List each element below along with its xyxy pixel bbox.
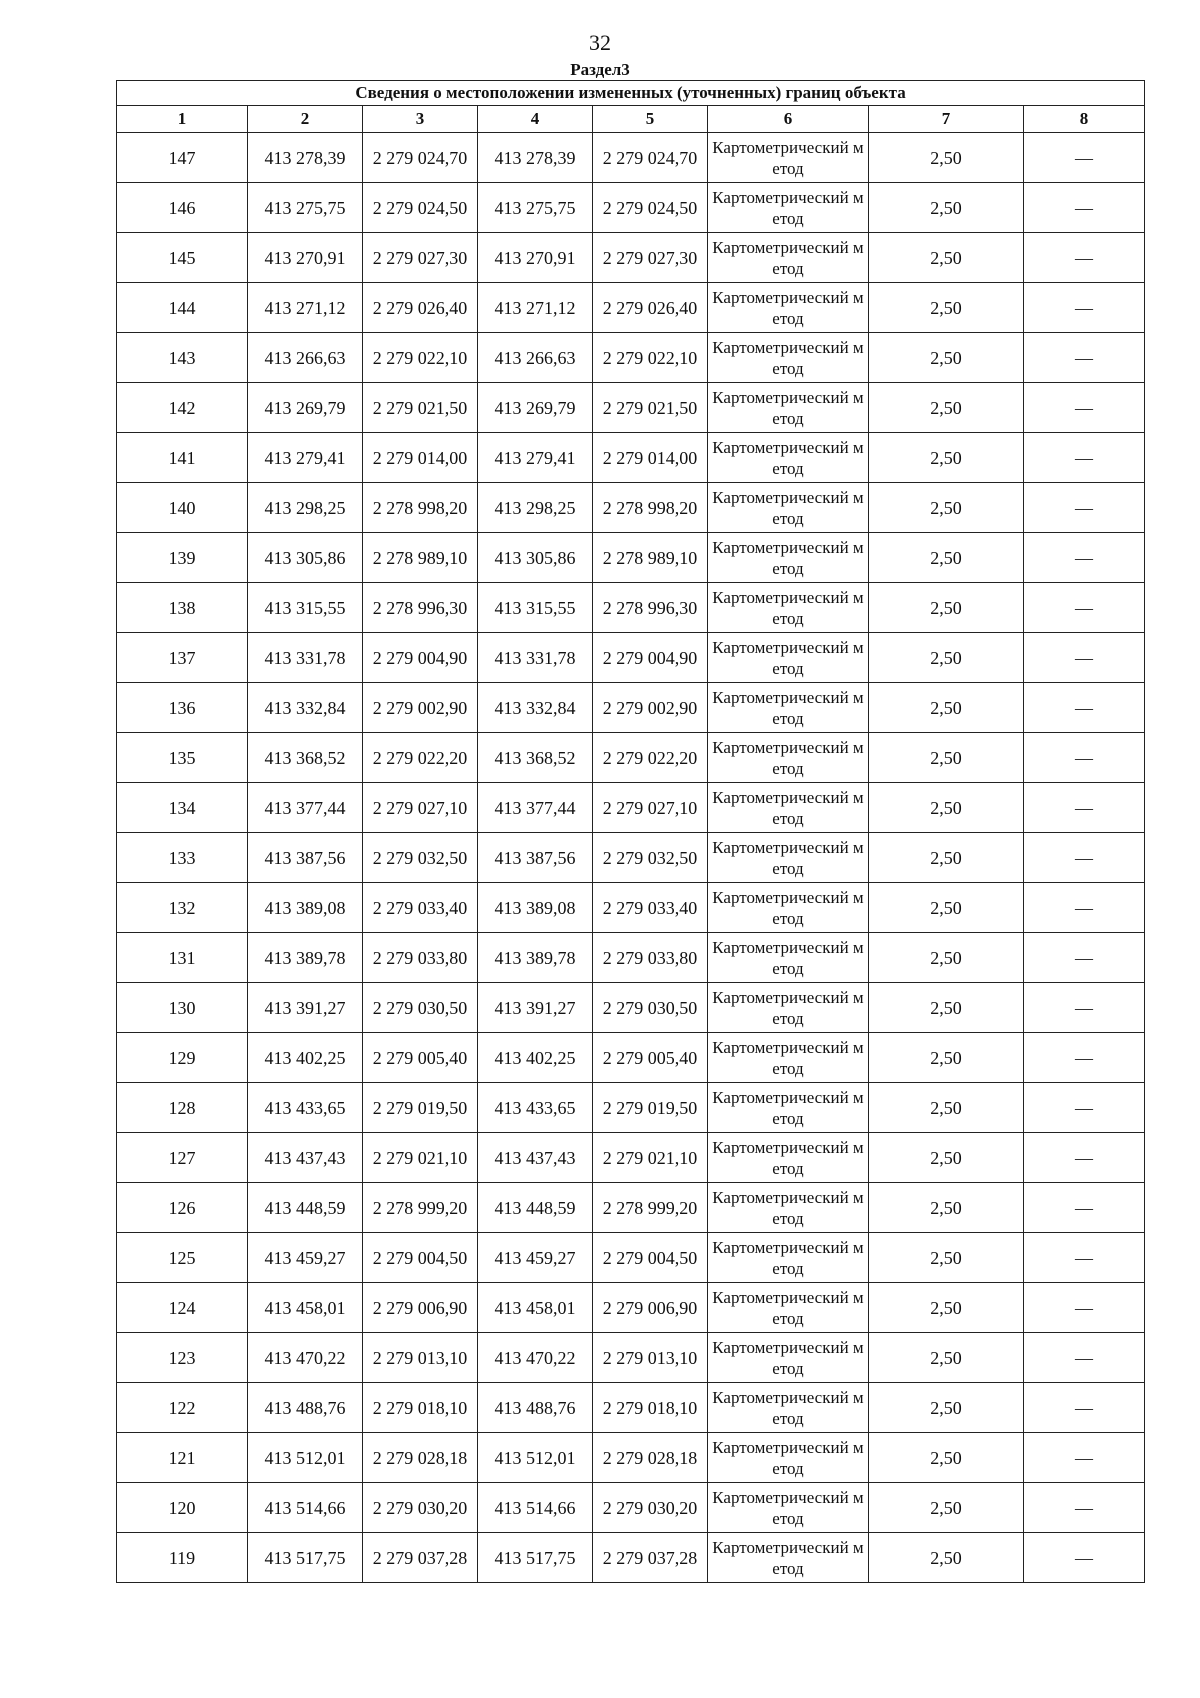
table-row: [117, 333, 1145, 383]
x-coordinate-cell: 413 387,56: [248, 833, 363, 883]
method-cell: Картометрический метод: [708, 333, 869, 383]
accuracy-cell: 2,50: [869, 483, 1024, 533]
point-number-cell: 137: [117, 633, 248, 683]
point-number-cell: 134: [117, 783, 248, 833]
x-coordinate-cell: 413 512,01: [248, 1433, 363, 1483]
x-coordinate-cell: 413 279,41: [248, 433, 363, 483]
y-coordinate-cell: 2 279 021,50: [593, 383, 708, 433]
table-row: [117, 1533, 1145, 1583]
y-coordinate-cell: 2 278 996,30: [593, 583, 708, 633]
method-cell: Картометрический метод: [708, 1083, 869, 1133]
x-coordinate-cell: 413 448,59: [478, 1183, 593, 1233]
y-coordinate-cell: 2 279 027,30: [593, 233, 708, 283]
point-number-cell: 125: [117, 1233, 248, 1283]
table-body: [117, 133, 1145, 1583]
section-title: Раздел3: [570, 60, 630, 79]
y-coordinate-cell: 2 279 024,50: [363, 183, 478, 233]
y-coordinate-cell: 2 279 024,70: [593, 133, 708, 183]
column-number: 1: [117, 106, 248, 133]
note-cell: —: [1024, 233, 1145, 283]
table-row: [117, 733, 1145, 783]
y-coordinate-cell: 2 279 022,20: [593, 733, 708, 783]
y-coordinate-cell: 2 278 999,20: [593, 1183, 708, 1233]
point-number-cell: 129: [117, 1033, 248, 1083]
y-coordinate-cell: 2 278 999,20: [363, 1183, 478, 1233]
column-number: 5: [593, 106, 708, 133]
accuracy-cell: 2,50: [869, 1133, 1024, 1183]
table-row: [117, 833, 1145, 883]
y-coordinate-cell: 2 279 005,40: [593, 1033, 708, 1083]
accuracy-cell: 2,50: [869, 1183, 1024, 1233]
y-coordinate-cell: 2 278 989,10: [363, 533, 478, 583]
note-cell: —: [1024, 1383, 1145, 1433]
x-coordinate-cell: 413 433,65: [478, 1083, 593, 1133]
accuracy-cell: 2,50: [869, 233, 1024, 283]
note-cell: —: [1024, 1283, 1145, 1333]
method-cell: Картометрический метод: [708, 683, 869, 733]
point-number-cell: 142: [117, 383, 248, 433]
x-coordinate-cell: 413 458,01: [248, 1283, 363, 1333]
table-row: [117, 1083, 1145, 1133]
point-number-cell: 132: [117, 883, 248, 933]
y-coordinate-cell: 2 279 022,20: [363, 733, 478, 783]
x-coordinate-cell: 413 488,76: [478, 1383, 593, 1433]
point-number-cell: 131: [117, 933, 248, 983]
y-coordinate-cell: 2 279 033,80: [593, 933, 708, 983]
point-number-cell: 139: [117, 533, 248, 583]
accuracy-cell: 2,50: [869, 283, 1024, 333]
method-cell: Картометрический метод: [708, 383, 869, 433]
table-row: [117, 1283, 1145, 1333]
note-cell: —: [1024, 583, 1145, 633]
accuracy-cell: 2,50: [869, 683, 1024, 733]
method-cell: Картометрический метод: [708, 883, 869, 933]
y-coordinate-cell: 2 279 024,70: [363, 133, 478, 183]
table-row: [117, 1333, 1145, 1383]
table-row: [117, 1033, 1145, 1083]
note-cell: —: [1024, 1333, 1145, 1383]
method-cell: Картометрический метод: [708, 1183, 869, 1233]
x-coordinate-cell: 413 391,27: [248, 983, 363, 1033]
note-cell: —: [1024, 983, 1145, 1033]
method-cell: Картометрический метод: [708, 483, 869, 533]
note-cell: —: [1024, 1183, 1145, 1233]
y-coordinate-cell: 2 279 033,40: [363, 883, 478, 933]
table-row: [117, 133, 1145, 183]
note-cell: —: [1024, 833, 1145, 883]
method-cell: Картометрический метод: [708, 233, 869, 283]
method-cell: Картометрический метод: [708, 1233, 869, 1283]
x-coordinate-cell: 413 331,78: [478, 633, 593, 683]
method-cell: Картометрический метод: [708, 983, 869, 1033]
y-coordinate-cell: 2 279 018,10: [363, 1383, 478, 1433]
method-cell: Картометрический метод: [708, 933, 869, 983]
note-cell: —: [1024, 883, 1145, 933]
point-number-cell: 147: [117, 133, 248, 183]
x-coordinate-cell: 413 269,79: [248, 383, 363, 433]
x-coordinate-cell: 413 368,52: [478, 733, 593, 783]
y-coordinate-cell: 2 279 004,50: [593, 1233, 708, 1283]
x-coordinate-cell: 413 305,86: [478, 533, 593, 583]
note-cell: —: [1024, 183, 1145, 233]
method-cell: Картометрический метод: [708, 583, 869, 633]
y-coordinate-cell: 2 279 037,28: [593, 1533, 708, 1583]
y-coordinate-cell: 2 279 021,50: [363, 383, 478, 433]
accuracy-cell: 2,50: [869, 1083, 1024, 1133]
note-cell: —: [1024, 1033, 1145, 1083]
y-coordinate-cell: 2 279 030,50: [593, 983, 708, 1033]
accuracy-cell: 2,50: [869, 1383, 1024, 1433]
y-coordinate-cell: 2 279 030,50: [363, 983, 478, 1033]
x-coordinate-cell: 413 278,39: [478, 133, 593, 183]
y-coordinate-cell: 2 278 989,10: [593, 533, 708, 583]
table-row: [117, 433, 1145, 483]
accuracy-cell: 2,50: [869, 183, 1024, 233]
y-coordinate-cell: 2 279 030,20: [363, 1483, 478, 1533]
y-coordinate-cell: 2 278 996,30: [363, 583, 478, 633]
point-number-cell: 128: [117, 1083, 248, 1133]
accuracy-cell: 2,50: [869, 433, 1024, 483]
column-number: 3: [363, 106, 478, 133]
accuracy-cell: 2,50: [869, 633, 1024, 683]
point-number-cell: 124: [117, 1283, 248, 1333]
column-number: 4: [478, 106, 593, 133]
table-row: [117, 633, 1145, 683]
x-coordinate-cell: 413 470,22: [478, 1333, 593, 1383]
y-coordinate-cell: 2 279 014,00: [363, 433, 478, 483]
x-coordinate-cell: 413 305,86: [248, 533, 363, 583]
x-coordinate-cell: 413 459,27: [478, 1233, 593, 1283]
accuracy-cell: 2,50: [869, 1533, 1024, 1583]
x-coordinate-cell: 413 315,55: [478, 583, 593, 633]
x-coordinate-cell: 413 266,63: [248, 333, 363, 383]
accuracy-cell: 2,50: [869, 933, 1024, 983]
note-cell: —: [1024, 283, 1145, 333]
y-coordinate-cell: 2 279 021,10: [593, 1133, 708, 1183]
y-coordinate-cell: 2 279 028,18: [593, 1433, 708, 1483]
y-coordinate-cell: 2 279 027,10: [363, 783, 478, 833]
x-coordinate-cell: 413 278,39: [248, 133, 363, 183]
table-row: [117, 783, 1145, 833]
accuracy-cell: 2,50: [869, 133, 1024, 183]
table-row: [117, 1383, 1145, 1433]
point-number-cell: 126: [117, 1183, 248, 1233]
y-coordinate-cell: 2 279 026,40: [363, 283, 478, 333]
x-coordinate-cell: 413 271,12: [478, 283, 593, 333]
note-cell: —: [1024, 633, 1145, 683]
accuracy-cell: 2,50: [869, 783, 1024, 833]
x-coordinate-cell: 413 448,59: [248, 1183, 363, 1233]
point-number-cell: 122: [117, 1383, 248, 1433]
table-row: [117, 1483, 1145, 1533]
y-coordinate-cell: 2 279 014,00: [593, 433, 708, 483]
table-row: [117, 483, 1145, 533]
x-coordinate-cell: 413 458,01: [478, 1283, 593, 1333]
y-coordinate-cell: 2 279 033,40: [593, 883, 708, 933]
x-coordinate-cell: 413 270,91: [478, 233, 593, 283]
accuracy-cell: 2,50: [869, 1283, 1024, 1333]
method-cell: Картометрический метод: [708, 1483, 869, 1533]
point-number-cell: 119: [117, 1533, 248, 1583]
y-coordinate-cell: 2 279 004,90: [363, 633, 478, 683]
note-cell: —: [1024, 333, 1145, 383]
table-row: [117, 383, 1145, 433]
accuracy-cell: 2,50: [869, 733, 1024, 783]
note-cell: —: [1024, 383, 1145, 433]
accuracy-cell: 2,50: [869, 533, 1024, 583]
x-coordinate-cell: 413 269,79: [478, 383, 593, 433]
point-number-cell: 135: [117, 733, 248, 783]
method-cell: Картометрический метод: [708, 633, 869, 683]
table-row: [117, 1233, 1145, 1283]
note-cell: —: [1024, 783, 1145, 833]
y-coordinate-cell: 2 279 032,50: [593, 833, 708, 883]
point-number-cell: 140: [117, 483, 248, 533]
method-cell: Картометрический метод: [708, 1133, 869, 1183]
table-row: [117, 1133, 1145, 1183]
method-cell: Картометрический метод: [708, 1433, 869, 1483]
x-coordinate-cell: 413 514,66: [248, 1483, 363, 1533]
method-cell: Картометрический метод: [708, 1333, 869, 1383]
method-cell: Картометрический метод: [708, 133, 869, 183]
table-row: [117, 933, 1145, 983]
y-coordinate-cell: 2 278 998,20: [363, 483, 478, 533]
note-cell: —: [1024, 1083, 1145, 1133]
method-cell: Картометрический метод: [708, 183, 869, 233]
point-number-cell: 141: [117, 433, 248, 483]
point-number-cell: 138: [117, 583, 248, 633]
x-coordinate-cell: 413 402,25: [248, 1033, 363, 1083]
method-cell: Картометрический метод: [708, 833, 869, 883]
x-coordinate-cell: 413 517,75: [478, 1533, 593, 1583]
method-cell: Картометрический метод: [708, 1533, 869, 1583]
y-coordinate-cell: 2 279 022,10: [363, 333, 478, 383]
note-cell: —: [1024, 933, 1145, 983]
page-number: 32: [589, 30, 611, 55]
note-cell: —: [1024, 1433, 1145, 1483]
point-number-cell: 143: [117, 333, 248, 383]
method-cell: Картометрический метод: [708, 1283, 869, 1333]
y-coordinate-cell: 2 279 002,90: [593, 683, 708, 733]
x-coordinate-cell: 413 514,66: [478, 1483, 593, 1533]
y-coordinate-cell: 2 279 030,20: [593, 1483, 708, 1533]
accuracy-cell: 2,50: [869, 883, 1024, 933]
point-number-cell: 144: [117, 283, 248, 333]
note-cell: —: [1024, 1483, 1145, 1533]
method-cell: Картометрический метод: [708, 733, 869, 783]
column-number: 6: [708, 106, 869, 133]
method-cell: Картометрический метод: [708, 533, 869, 583]
x-coordinate-cell: 413 275,75: [478, 183, 593, 233]
note-cell: —: [1024, 433, 1145, 483]
x-coordinate-cell: 413 266,63: [478, 333, 593, 383]
point-number-cell: 146: [117, 183, 248, 233]
x-coordinate-cell: 413 279,41: [478, 433, 593, 483]
x-coordinate-cell: 413 433,65: [248, 1083, 363, 1133]
table-row: [117, 1183, 1145, 1233]
point-number-cell: 133: [117, 833, 248, 883]
y-coordinate-cell: 2 279 004,90: [593, 633, 708, 683]
x-coordinate-cell: 413 368,52: [248, 733, 363, 783]
x-coordinate-cell: 413 331,78: [248, 633, 363, 683]
x-coordinate-cell: 413 437,43: [248, 1133, 363, 1183]
point-number-cell: 121: [117, 1433, 248, 1483]
note-cell: —: [1024, 483, 1145, 533]
accuracy-cell: 2,50: [869, 583, 1024, 633]
accuracy-cell: 2,50: [869, 833, 1024, 883]
note-cell: —: [1024, 1533, 1145, 1583]
y-coordinate-cell: 2 279 013,10: [593, 1333, 708, 1383]
x-coordinate-cell: 413 298,25: [478, 483, 593, 533]
note-cell: —: [1024, 733, 1145, 783]
x-coordinate-cell: 413 470,22: [248, 1333, 363, 1383]
accuracy-cell: 2,50: [869, 1233, 1024, 1283]
y-coordinate-cell: 2 279 018,10: [593, 1383, 708, 1433]
x-coordinate-cell: 413 389,08: [248, 883, 363, 933]
note-cell: —: [1024, 133, 1145, 183]
table-row: [117, 983, 1145, 1033]
y-coordinate-cell: 2 279 027,10: [593, 783, 708, 833]
x-coordinate-cell: 413 270,91: [248, 233, 363, 283]
x-coordinate-cell: 413 389,78: [478, 933, 593, 983]
accuracy-cell: 2,50: [869, 383, 1024, 433]
x-coordinate-cell: 413 459,27: [248, 1233, 363, 1283]
table-row: [117, 883, 1145, 933]
point-number-cell: 120: [117, 1483, 248, 1533]
point-number-cell: 123: [117, 1333, 248, 1383]
method-cell: Картометрический метод: [708, 783, 869, 833]
accuracy-cell: 2,50: [869, 333, 1024, 383]
point-number-cell: 145: [117, 233, 248, 283]
y-coordinate-cell: 2 278 998,20: [593, 483, 708, 533]
accuracy-cell: 2,50: [869, 983, 1024, 1033]
x-coordinate-cell: 413 315,55: [248, 583, 363, 633]
boundary-coordinates-table: [116, 80, 1145, 1583]
x-coordinate-cell: 413 517,75: [248, 1533, 363, 1583]
note-cell: —: [1024, 533, 1145, 583]
y-coordinate-cell: 2 279 006,90: [363, 1283, 478, 1333]
y-coordinate-cell: 2 279 013,10: [363, 1333, 478, 1383]
y-coordinate-cell: 2 279 004,50: [363, 1233, 478, 1283]
x-coordinate-cell: 413 437,43: [478, 1133, 593, 1183]
table-caption: Сведения о местоположении измененных (уточненных) границ объекта: [117, 81, 1145, 106]
table-row: [117, 583, 1145, 633]
y-coordinate-cell: 2 279 019,50: [363, 1083, 478, 1133]
note-cell: —: [1024, 683, 1145, 733]
y-coordinate-cell: 2 279 027,30: [363, 233, 478, 283]
column-number: 2: [248, 106, 363, 133]
y-coordinate-cell: 2 279 019,50: [593, 1083, 708, 1133]
y-coordinate-cell: 2 279 022,10: [593, 333, 708, 383]
y-coordinate-cell: 2 279 033,80: [363, 933, 478, 983]
x-coordinate-cell: 413 377,44: [248, 783, 363, 833]
point-number-cell: 136: [117, 683, 248, 733]
column-number: 8: [1024, 106, 1145, 133]
y-coordinate-cell: 2 279 026,40: [593, 283, 708, 333]
method-cell: Картометрический метод: [708, 433, 869, 483]
accuracy-cell: 2,50: [869, 1333, 1024, 1383]
x-coordinate-cell: 413 298,25: [248, 483, 363, 533]
method-cell: Картометрический метод: [708, 1033, 869, 1083]
x-coordinate-cell: 413 389,78: [248, 933, 363, 983]
table-row: [117, 533, 1145, 583]
note-cell: —: [1024, 1133, 1145, 1183]
accuracy-cell: 2,50: [869, 1483, 1024, 1533]
x-coordinate-cell: 413 332,84: [248, 683, 363, 733]
x-coordinate-cell: 413 271,12: [248, 283, 363, 333]
table-row: [117, 183, 1145, 233]
y-coordinate-cell: 2 279 024,50: [593, 183, 708, 233]
y-coordinate-cell: 2 279 002,90: [363, 683, 478, 733]
y-coordinate-cell: 2 279 005,40: [363, 1033, 478, 1083]
table-row: [117, 683, 1145, 733]
column-number-row: [117, 106, 1145, 133]
column-number: 7: [869, 106, 1024, 133]
accuracy-cell: 2,50: [869, 1033, 1024, 1083]
y-coordinate-cell: 2 279 037,28: [363, 1533, 478, 1583]
x-coordinate-cell: 413 275,75: [248, 183, 363, 233]
y-coordinate-cell: 2 279 021,10: [363, 1133, 478, 1183]
accuracy-cell: 2,50: [869, 1433, 1024, 1483]
point-number-cell: 130: [117, 983, 248, 1033]
note-cell: —: [1024, 1233, 1145, 1283]
y-coordinate-cell: 2 279 006,90: [593, 1283, 708, 1333]
x-coordinate-cell: 413 332,84: [478, 683, 593, 733]
method-cell: Картометрический метод: [708, 1383, 869, 1433]
point-number-cell: 127: [117, 1133, 248, 1183]
method-cell: Картометрический метод: [708, 283, 869, 333]
x-coordinate-cell: 413 488,76: [248, 1383, 363, 1433]
y-coordinate-cell: 2 279 032,50: [363, 833, 478, 883]
x-coordinate-cell: 413 387,56: [478, 833, 593, 883]
table-row: [117, 1433, 1145, 1483]
y-coordinate-cell: 2 279 028,18: [363, 1433, 478, 1483]
x-coordinate-cell: 413 377,44: [478, 783, 593, 833]
x-coordinate-cell: 413 389,08: [478, 883, 593, 933]
table-row: [117, 233, 1145, 283]
x-coordinate-cell: 413 512,01: [478, 1433, 593, 1483]
table-row: [117, 283, 1145, 333]
x-coordinate-cell: 413 402,25: [478, 1033, 593, 1083]
x-coordinate-cell: 413 391,27: [478, 983, 593, 1033]
